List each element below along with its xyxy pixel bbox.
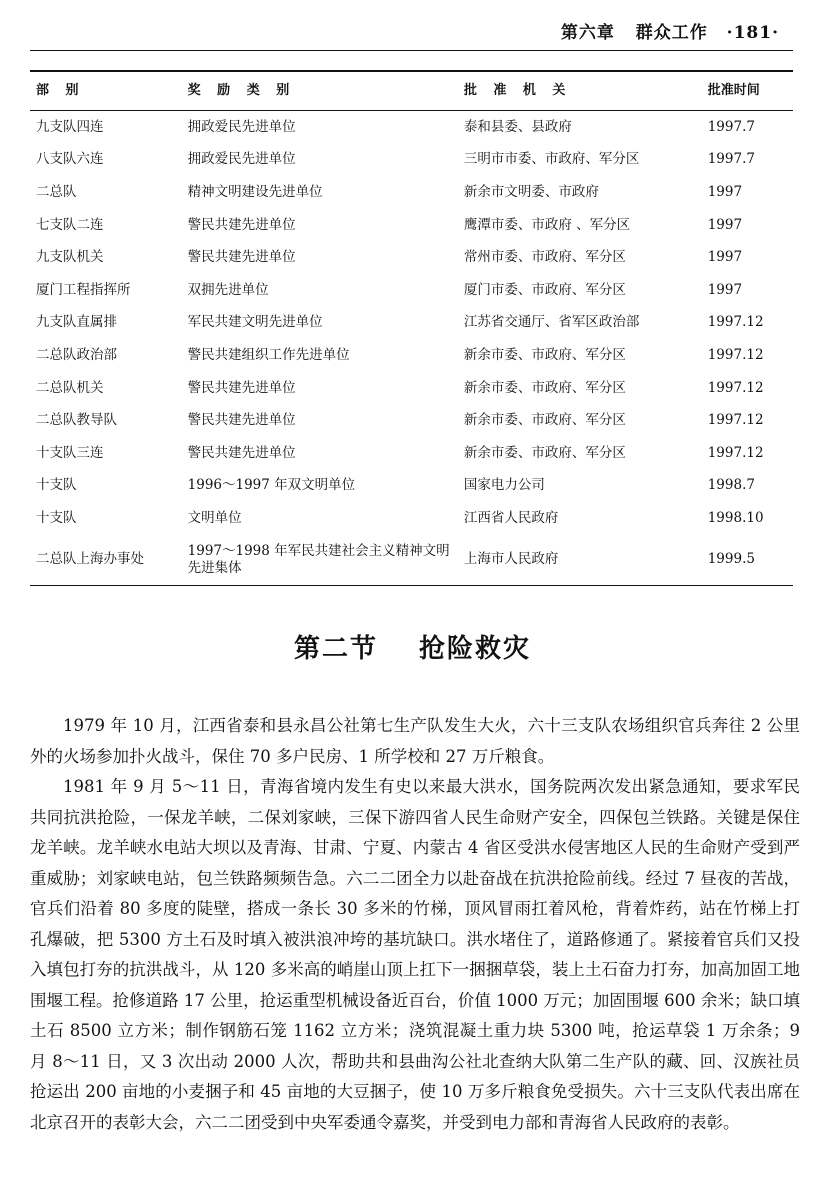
paragraph: 1979 年 10 月，江西省泰和县永昌公社第七生产队发生大火，六十三支队农场组织官兵奔往 2 公里外的火场参加扑火战斗，保住 70 多户民房、1 所学校和 27 万斤粮食。 — [30, 716, 800, 766]
table-row — [30, 535, 793, 586]
running-head — [561, 18, 779, 43]
cell-approver: 常州市委、市政府、军分区 — [463, 249, 626, 266]
paragraph: 1981 年 9 月 5～11 日，青海省境内发生有史以来最大洪水，国务院两次发出紧急通知，要求军民共同抗洪抢险，一保龙羊峡，二保刘家峡，三保下游四省人民生命财产安全，四保包兰铁路。关键是保住龙羊峡。龙羊峡水电站大坝以及青海、甘肃、宁夏、内蒙古 4 省区受洪水侵害地区人民的生命财产受到严重威胁；刘家峡电站，包兰铁路频频告急。六二二团全力以赴奋战在抗洪抢险前线。经过 7 昼夜的苦战，官兵们沿着 80 多度的陡壁，搭成一条长 30 多米的竹梯，顶风冒雨扛着风枪，背着炸药，站在竹梯上打孔爆破，把 5300 方土石及时填入被洪浪冲垮的基坑缺口。洪水堵住了，道路修通了。紧接着官兵们又投入填包打夯的抗洪战斗，从 120 多米高的峭崖山顶上扛下一捆捆草袋，装上土石奋力打夯，加高加固工地围堰工程。抢修道路 17 公里，抢运重型机械设备近百台，价值 1000 万元；加固围堰 600 余米；缺口填土石 8500 立方米；制作钢筋石笼 1162 立方米；浇筑混凝土重力块 5300 吨，抢运草袋 1 万余条；9 月 8～11 日，又 3 次出动 2000 人次，帮助共和县曲沟公社北查纳大队第二生产队的藏、回、汉族社员抢运出 200 亩地的小麦捆子和 45 亩地的大豆捆子，使 10 万多斤粮食免受损失。六十三支队代表出席在北京召开的表彰大会，六二二团受到中央军委通令嘉奖，并受到电力部和青海省人民政府的表彰。 — [30, 777, 800, 1132]
page-number: ·181· — [726, 23, 779, 43]
cell-unit: 二总队上海办事处 — [30, 535, 182, 586]
table-header-row — [30, 71, 793, 111]
cell-award: 警民共建先进单位 — [187, 379, 296, 396]
table-row — [30, 111, 793, 144]
cell-award: 双拥先进单位 — [187, 281, 269, 298]
cell-award: 警民共建组织工作先进单位 — [187, 347, 350, 364]
cell-time: 1997.12 — [707, 412, 764, 429]
cell-time: 1997 — [707, 216, 743, 233]
header-approver: 批 准 机 关 — [458, 71, 702, 111]
cell-award: 警民共建先进单位 — [187, 249, 296, 266]
cell-time: 1997.7 — [707, 118, 755, 135]
section-title: 抢险救灾 — [419, 634, 532, 664]
header-time: 批准时间 — [702, 71, 793, 111]
cell-award: 1996～1997 年双文明单位 — [187, 477, 356, 494]
table-row — [30, 274, 793, 307]
cell-award: 文明单位 — [187, 509, 242, 526]
header-award: 奖 励 类 别 — [182, 71, 458, 111]
table-row — [30, 241, 793, 274]
cell-award: 警民共建先进单位 — [187, 444, 296, 461]
cell-award: 精神文明建设先进单位 — [187, 184, 323, 201]
cell-approver: 泰和县委、县政府 — [463, 118, 572, 135]
cell-time: 1998.10 — [707, 509, 764, 526]
cell-unit: 十支队 — [36, 509, 77, 526]
cell-unit: 厦门工程指挥所 — [36, 281, 131, 298]
header-unit: 部 别 — [30, 71, 182, 111]
cell-unit: 九支队直属排 — [36, 314, 117, 331]
table-row — [30, 470, 793, 503]
table-row — [30, 144, 793, 177]
cell-approver: 三明市市委、市政府、军分区 — [463, 151, 640, 168]
cell-award: 拥政爱民先进单位 — [187, 151, 296, 168]
cell-approver: 新余市委、市政府、军分区 — [463, 444, 626, 461]
table-row — [30, 339, 793, 372]
cell-time: 1997.7 — [707, 151, 755, 168]
body-text — [30, 711, 800, 1138]
cell-time: 1997.12 — [707, 444, 764, 461]
table-row — [30, 502, 793, 535]
cell-approver: 鹰潭市委、市政府 、军分区 — [463, 216, 631, 233]
table-row — [30, 176, 793, 209]
table-row — [30, 437, 793, 470]
cell-approver: 江苏省交通厅、省军区政治部 — [463, 314, 640, 331]
cell-time: 1998.7 — [707, 477, 755, 494]
table-row — [30, 209, 793, 242]
cell-unit: 十支队三连 — [36, 444, 104, 461]
cell-time: 1997.12 — [707, 379, 764, 396]
cell-unit: 二总队教导队 — [36, 412, 117, 429]
cell-time: 1997 — [707, 184, 743, 201]
cell-award: 警民共建先进单位 — [187, 412, 296, 429]
cell-time: 1997.12 — [707, 314, 764, 331]
cell-time: 1997 — [707, 281, 743, 298]
chapter-title: 群众工作 — [635, 23, 708, 43]
table-row — [30, 307, 793, 340]
cell-time: 1997.12 — [707, 347, 764, 364]
cell-unit: 九支队机关 — [36, 249, 104, 266]
cell-unit: 二总队 — [36, 184, 77, 201]
cell-approver: 厦门市委、市政府、军分区 — [463, 281, 626, 298]
cell-award: 警民共建先进单位 — [187, 216, 296, 233]
cell-award: 军民共建文明先进单位 — [187, 314, 323, 331]
cell-approver: 新余市委、市政府、军分区 — [463, 379, 626, 396]
section-number: 第二节 — [293, 634, 378, 664]
awards-table — [30, 70, 793, 586]
cell-award: 拥政爱民先进单位 — [187, 118, 296, 135]
cell-unit: 二总队政治部 — [36, 347, 117, 364]
cell-approver: 国家电力公司 — [463, 477, 545, 494]
cell-unit: 七支队二连 — [36, 216, 104, 233]
cell-approver: 新余市委、市政府、军分区 — [463, 347, 626, 364]
cell-approver: 上海市人民政府 — [458, 535, 702, 586]
cell-approver: 新余市委、市政府、军分区 — [463, 412, 626, 429]
cell-approver: 新余市文明委、市政府 — [463, 184, 599, 201]
table-row — [30, 372, 793, 405]
cell-time: 1999.5 — [702, 535, 793, 586]
cell-time: 1997 — [707, 249, 743, 266]
cell-award: 1997～1998 年军民共建社会主义精神文明先进集体 — [182, 535, 458, 586]
cell-unit: 八支队六连 — [36, 151, 104, 168]
header-rule — [30, 50, 793, 51]
cell-approver: 江西省人民政府 — [463, 509, 559, 526]
cell-unit: 二总队机关 — [36, 379, 104, 396]
section-heading — [0, 628, 825, 665]
cell-unit: 九支队四连 — [36, 118, 104, 135]
table-row — [30, 404, 793, 437]
chapter-label: 第六章 — [560, 23, 615, 43]
cell-unit: 十支队 — [36, 477, 77, 494]
